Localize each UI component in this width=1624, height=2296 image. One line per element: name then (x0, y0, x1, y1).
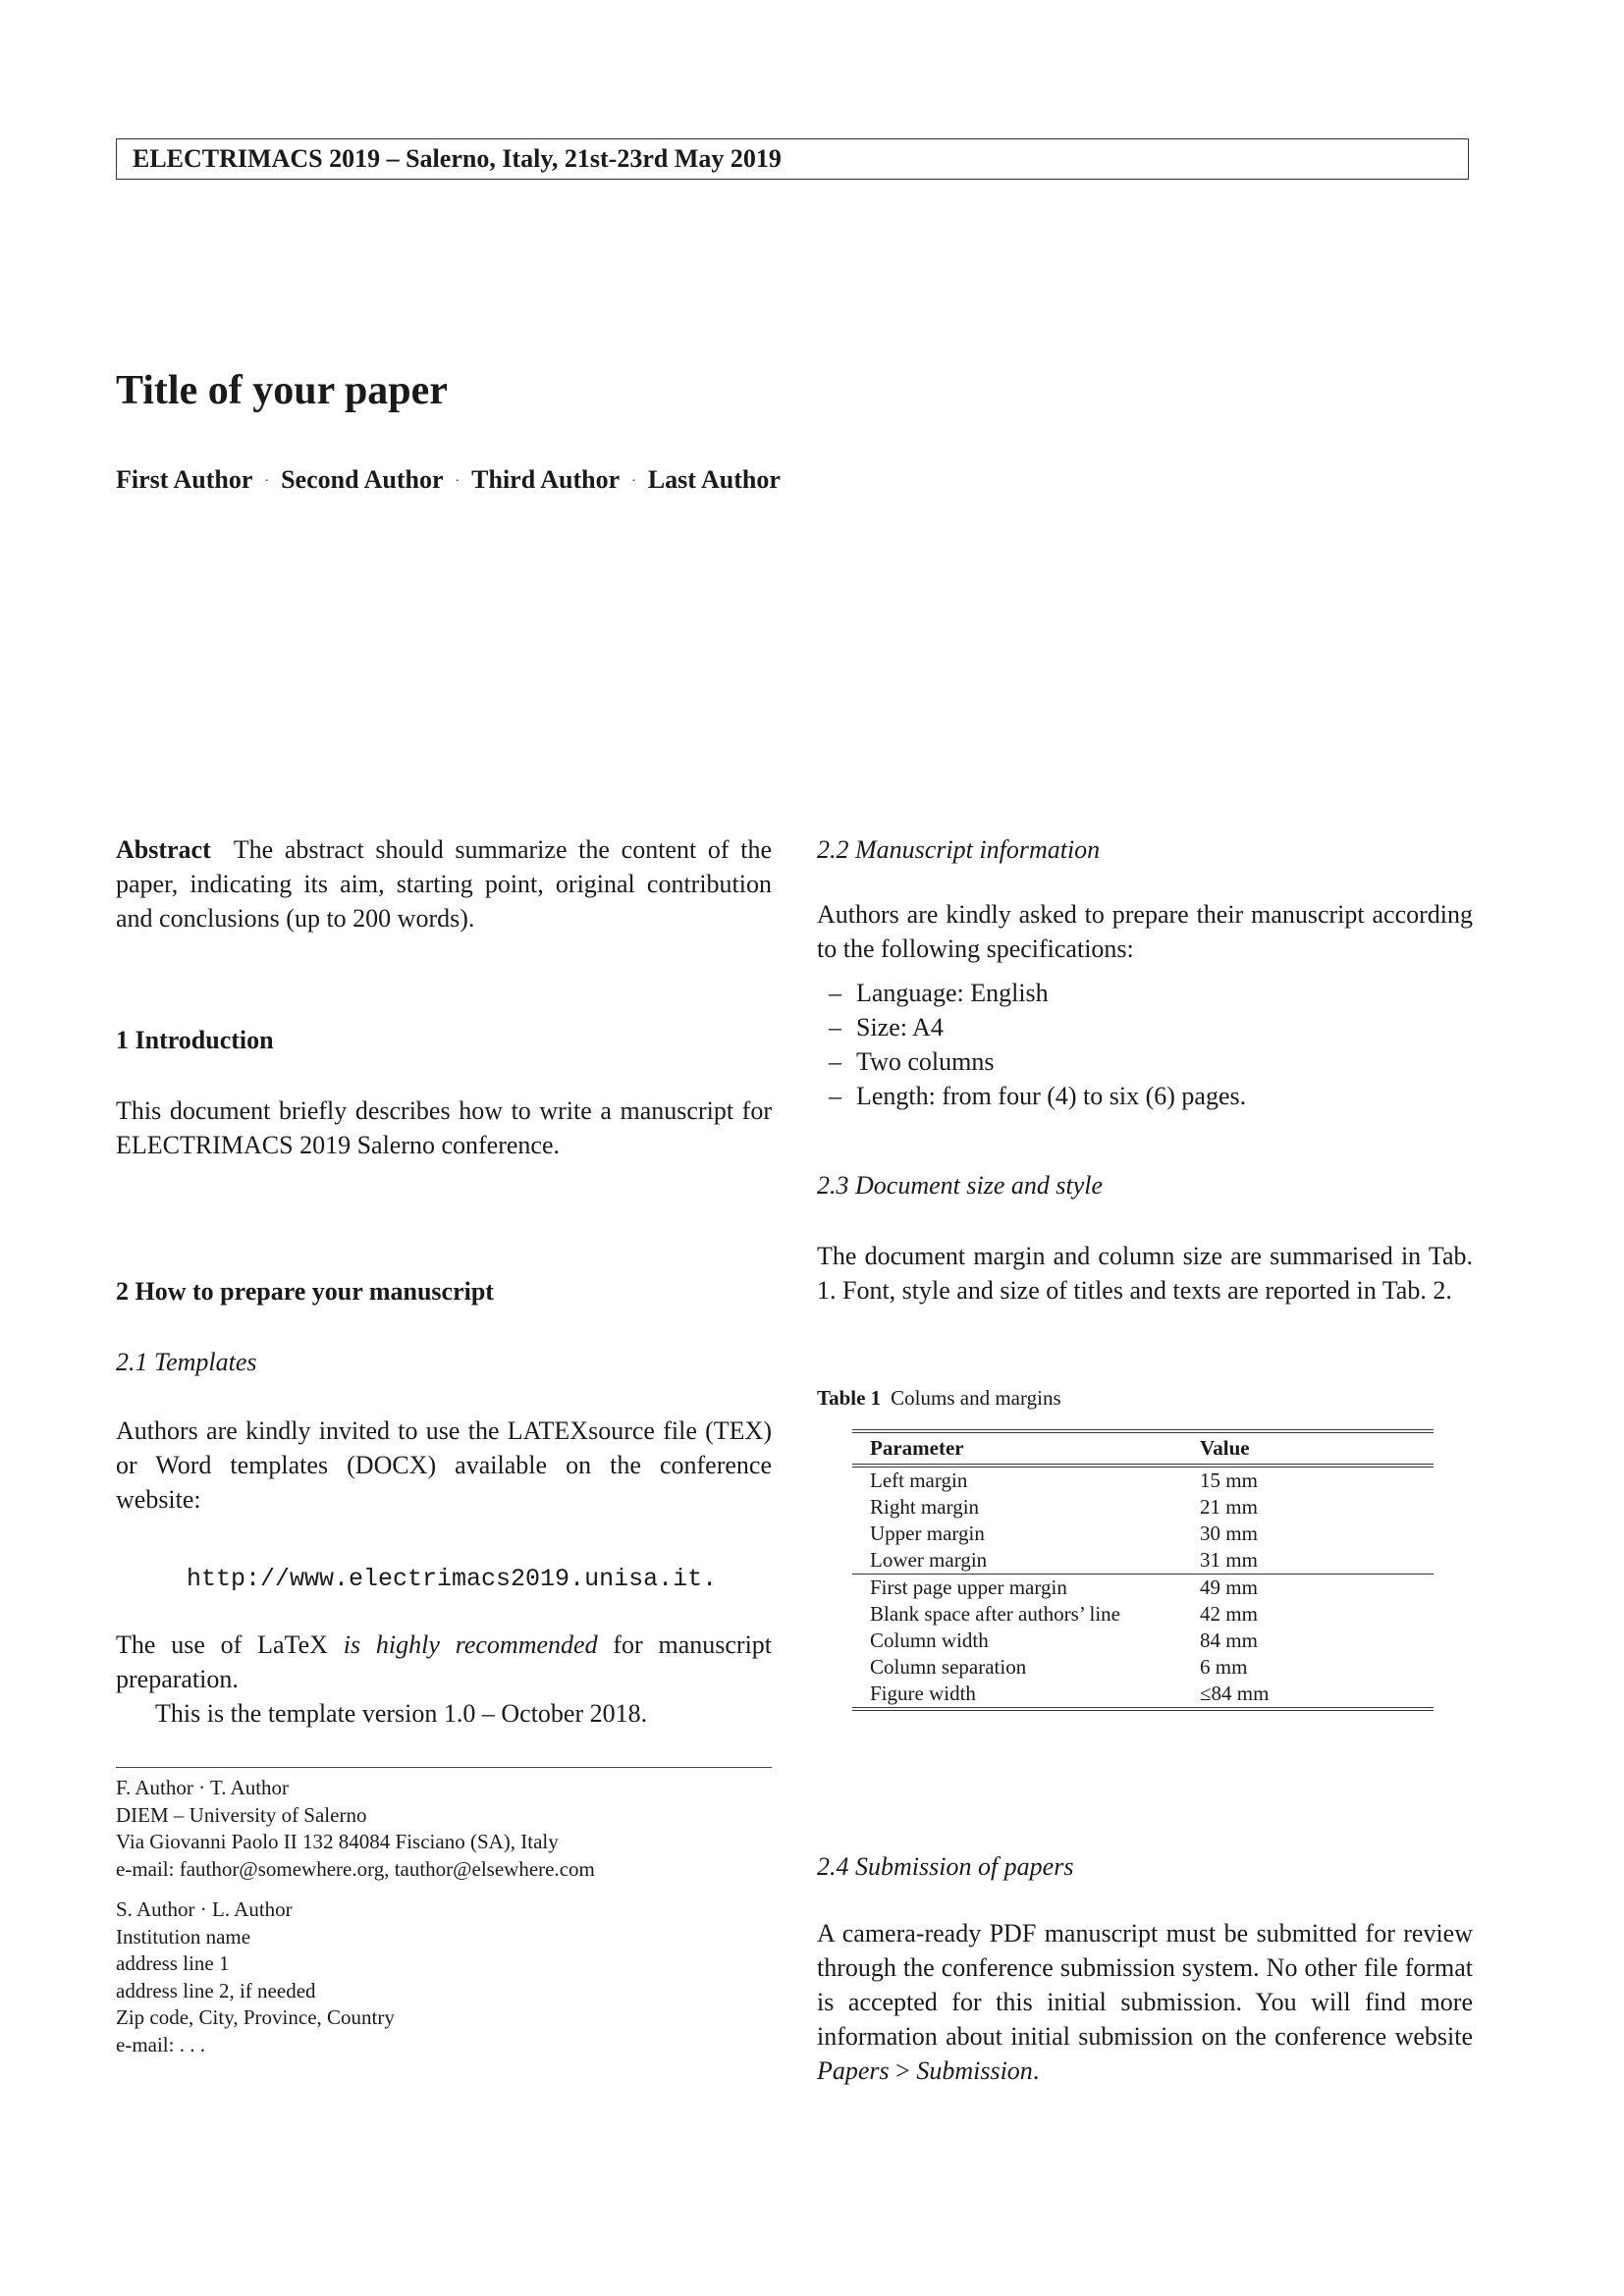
table-cell: Upper margin (870, 1522, 985, 1545)
list-item: – Two columns (817, 1044, 1473, 1079)
table-cell: Column separation (870, 1655, 1027, 1679)
submission-path-papers: Papers (817, 2056, 890, 2085)
table-row (852, 1521, 1434, 1547)
list-item: – Length: from four (4) to six (6) pages. (817, 1079, 1473, 1113)
introduction-body (116, 1094, 772, 1162)
table-cell: 6 mm (1200, 1655, 1248, 1679)
table-row (852, 1494, 1434, 1521)
author-name: First Author (116, 465, 253, 494)
subsection-heading-templates: 2.1 Templates (116, 1348, 257, 1376)
conference-header (116, 138, 1469, 180)
introduction-text: This document briefly describes how to write a manuscript for ELECTRIMACS 2019 Salerno conference. (116, 1096, 772, 1159)
abstract-text: The abstract should summarize the content of the paper, indicating its aim, starting point, original contribution and conclusions (up to 200 words). (116, 835, 773, 933)
author-name: Third Author (471, 465, 621, 494)
submission-path-submission: Submission (916, 2056, 1033, 2085)
table-cell: Column width (870, 1629, 989, 1652)
footnote-line: address line 1 (116, 1951, 230, 1975)
templates-text: Authors are kindly invited to use the LATEXsource file (TEX) or Word templates (DOCX) available on the conference website: (116, 1416, 772, 1514)
submission-path-separator: > (895, 2056, 910, 2085)
latex-emphasis: is highly recommended (343, 1630, 598, 1659)
submission-period: . (1032, 2056, 1040, 2085)
table-cell: Left margin (870, 1468, 968, 1492)
latex-text-post: for manuscript preparation. (116, 1630, 773, 1693)
footnote-line: address line 2, if needed (116, 1978, 316, 2002)
table-row (852, 1601, 1434, 1628)
manuscript-info-text: Authors are kindly asked to prepare their manuscript according to the following specifications: (817, 900, 1473, 963)
doc-size-text: The document margin and column size are summarised in Tab. 1. Font, style and size of titles and texts are reported in Tab. 2. (817, 1242, 1473, 1305)
footnote-rule (116, 1767, 772, 1768)
section-heading-2: 2 How to prepare your manuscript (116, 1277, 494, 1306)
abstract (116, 832, 772, 935)
table-cell: 84 mm (1200, 1629, 1258, 1652)
table-cell: 21 mm (1200, 1495, 1258, 1519)
footnote-affiliation-2 (116, 1896, 772, 2058)
table-cell: 30 mm (1200, 1522, 1258, 1545)
conference-header-text: ELECTRIMACS 2019 – Salerno, Italy, 21st-23rd May 2019 (133, 144, 782, 173)
abstract-label: Abstract (116, 835, 211, 864)
latex-recommendation (116, 1628, 772, 1731)
author-separator: · (631, 474, 636, 490)
table-cell: Figure width (870, 1682, 976, 1705)
footnote-line: e-mail: . . . (116, 2032, 205, 2056)
footnote-line: Zip code, City, Province, Country (116, 2005, 395, 2029)
table-cell: 15 mm (1200, 1468, 1258, 1492)
list-item: – Language: English (817, 976, 1473, 1010)
subsection-heading-doc-size: 2.3 Document size and style (817, 1171, 1104, 1200)
subsection-heading-manuscript-info: 2.2 Manuscript information (817, 835, 1101, 864)
table-header-row (852, 1431, 1434, 1466)
table-cell: ≤84 mm (1200, 1682, 1270, 1705)
footnote-line: e-mail: fauthor@somewhere.org, tauthor@elsewhere.com (116, 1856, 595, 1881)
table-cell: First page upper margin (870, 1575, 1067, 1599)
templates-body (116, 1414, 772, 1517)
table-cell: 31 mm (1200, 1548, 1258, 1572)
table-row (852, 1681, 1434, 1709)
footnote-line: S. Author · L. Author (116, 1897, 293, 1921)
doc-size-body (817, 1239, 1473, 1308)
table-row (852, 1575, 1434, 1602)
column-header-parameter: Parameter (870, 1436, 964, 1460)
table-cell: Right margin (870, 1495, 980, 1519)
margins-table (852, 1429, 1434, 1711)
footnote-affiliation-1 (116, 1775, 772, 1883)
author-separator: · (264, 474, 270, 490)
footnote-line: DIEM – University of Salerno (116, 1802, 367, 1827)
table-row (852, 1654, 1434, 1681)
section-heading-introduction: 1 Introduction (116, 1026, 274, 1054)
submission-text: A camera-ready PDF manuscript must be submitted for review through the conference submission system. No other file format is accepted for this initial submission. You will find more information about initial submission on the conference website (817, 1919, 1473, 2051)
manuscript-info-body (817, 897, 1473, 1113)
template-version: This is the template version 1.0 – October 2018. (155, 1699, 648, 1728)
list-item: – Size: A4 (817, 1010, 1473, 1044)
table-row (852, 1628, 1434, 1654)
paper-title: Title of your paper (116, 368, 448, 413)
footnote-line: Via Giovanni Paolo II 132 84084 Fisciano (SA), Italy (116, 1830, 559, 1853)
table-cell: 49 mm (1200, 1575, 1258, 1599)
column-header-value: Value (1200, 1436, 1250, 1460)
table-label: Table 1 (817, 1386, 882, 1410)
table-row (852, 1547, 1434, 1575)
latex-text-pre: The use of LaTeX (116, 1630, 328, 1659)
submission-body (817, 1916, 1473, 2088)
author-separator: · (455, 474, 460, 490)
conference-url[interactable]: http://www.electrimacs2019.unisa.it. (187, 1565, 718, 1593)
footnote-line: Institution name (116, 1924, 251, 1949)
footnote-line: F. Author · T. Author (116, 1776, 290, 1799)
table-cell: Lower margin (870, 1548, 988, 1572)
author-name: Second Author (281, 465, 444, 494)
table-row (852, 1466, 1434, 1494)
table-cell: Blank space after authors’ line (870, 1602, 1121, 1626)
table-caption-text: Colums and margins (891, 1386, 1061, 1410)
table-caption (817, 1386, 1061, 1411)
table-cell: 42 mm (1200, 1602, 1258, 1626)
subsection-heading-submission: 2.4 Submission of papers (817, 1852, 1074, 1881)
spec-list (817, 976, 1473, 1113)
author-name: Last Author (647, 465, 781, 494)
author-list (116, 465, 781, 495)
